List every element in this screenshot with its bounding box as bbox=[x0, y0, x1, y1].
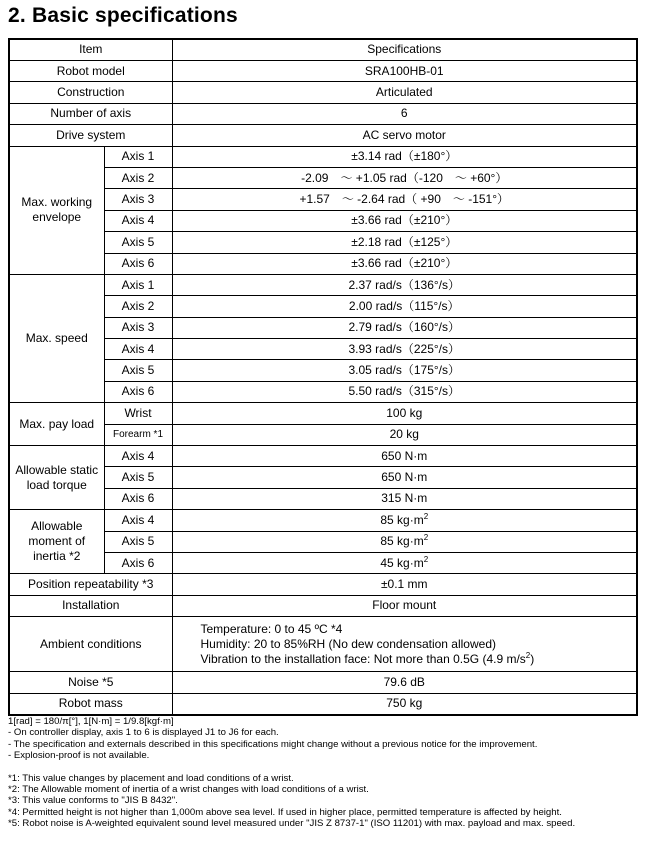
group-label-inertia: Allowable moment of inertia *2 bbox=[9, 510, 104, 574]
table-row bbox=[9, 595, 637, 616]
spacer bbox=[8, 762, 658, 773]
axis-label: Axis 5 bbox=[104, 360, 172, 381]
table-row bbox=[9, 253, 637, 274]
group-label-static-torque: Allowable static load torque bbox=[9, 446, 104, 510]
row-label: Number of axis bbox=[9, 103, 172, 124]
table-row bbox=[9, 574, 637, 595]
unit-superscript: 2 bbox=[423, 533, 429, 543]
ambient-vibration-close: ) bbox=[530, 651, 535, 666]
row-label: Ambient conditions bbox=[9, 617, 172, 672]
table-row bbox=[9, 103, 637, 124]
note-line: 1[rad] = 180/π[°], 1[N·m] = 1/9.8[kgf·m] bbox=[8, 716, 174, 727]
axis-value bbox=[172, 531, 637, 552]
table-row bbox=[9, 446, 637, 467]
note-line: - On controller display, axis 1 to 6 is displayed J1 to J6 for each. bbox=[8, 727, 279, 739]
inertia-value: 45 kg·m bbox=[380, 555, 424, 570]
inertia-value: 85 kg·m bbox=[380, 534, 424, 549]
header-specifications: Specifications bbox=[172, 39, 637, 61]
table-row bbox=[9, 531, 637, 552]
table-row bbox=[9, 467, 637, 488]
axis-label: Axis 4 bbox=[104, 446, 172, 467]
note-line: - The specification and externals described in this specifications might change without a previous notice for the improvement. bbox=[8, 738, 538, 750]
notes-section bbox=[8, 716, 658, 830]
axis-value: 650 N·m bbox=[172, 467, 637, 488]
axis-value: 2.37 rad/s（136°/s） bbox=[172, 274, 637, 295]
table-row bbox=[9, 61, 637, 82]
footnote-line: *1: This value changes by placement and load conditions of a wrist. bbox=[8, 772, 294, 784]
table-row bbox=[9, 552, 637, 573]
table-row bbox=[9, 617, 637, 672]
table-row bbox=[9, 167, 637, 188]
ambient-humidity: Humidity: 20 to 85%RH (No dew condensation allowed) bbox=[200, 636, 496, 651]
axis-value: 2.00 rad/s（115°/s） bbox=[172, 296, 637, 317]
table-row bbox=[9, 189, 637, 210]
footnote-line: *3: This value conforms to "JIS B 8432". bbox=[8, 795, 178, 807]
table-row bbox=[9, 274, 637, 295]
page-title: 2. Basic specifications bbox=[8, 4, 238, 27]
row-value: AC servo motor bbox=[172, 125, 637, 146]
axis-value: 3.93 rad/s（225°/s） bbox=[172, 339, 637, 360]
ambient-vibration-line bbox=[201, 652, 633, 667]
row-value: Floor mount bbox=[172, 595, 637, 616]
row-label: Robot mass bbox=[9, 693, 172, 715]
group-label-max-speed: Max. speed bbox=[9, 274, 104, 402]
table-row bbox=[9, 360, 637, 381]
axis-value bbox=[172, 510, 637, 531]
table-row bbox=[9, 82, 637, 103]
row-label: Robot model bbox=[9, 61, 172, 82]
footnote-line: *4: Permitted height is not higher than 1,000m above sea level. If used in higher place, permitted temperature is affected by height. bbox=[8, 806, 562, 818]
ambient-vibration: Vibration to the installation face: Not more than 0.5G (4.9 m/s bbox=[200, 651, 526, 666]
axis-value: -2.09 ～ +1.05 rad（-120 ～ +60°） bbox=[172, 167, 637, 188]
table-row bbox=[9, 693, 637, 715]
table-row bbox=[9, 424, 637, 445]
axis-label: Axis 5 bbox=[104, 531, 172, 552]
row-label: Noise *5 bbox=[9, 672, 172, 693]
table-row bbox=[9, 672, 637, 693]
axis-value: 2.79 rad/s（160°/s） bbox=[172, 317, 637, 338]
axis-label: Axis 2 bbox=[104, 296, 172, 317]
axis-label: Axis 1 bbox=[104, 274, 172, 295]
spec-table bbox=[8, 38, 638, 716]
group-label-pay-load: Max. pay load bbox=[9, 403, 104, 446]
axis-value: 3.05 rad/s（175°/s） bbox=[172, 360, 637, 381]
table-row bbox=[9, 146, 637, 167]
row-value: 750 kg bbox=[172, 693, 637, 715]
note-line: - Explosion-proof is not available. bbox=[8, 750, 150, 762]
table-row bbox=[9, 296, 637, 317]
row-label: Installation bbox=[9, 595, 172, 616]
unit-superscript: 2 bbox=[423, 554, 429, 564]
table-row bbox=[9, 488, 637, 509]
axis-label: Axis 4 bbox=[104, 210, 172, 231]
table-row bbox=[9, 317, 637, 338]
ambient-conditions-value bbox=[172, 617, 637, 672]
table-row bbox=[9, 232, 637, 253]
axis-value: 100 kg bbox=[172, 403, 637, 424]
row-value: 79.6 dB bbox=[172, 672, 637, 693]
table-row bbox=[9, 381, 637, 402]
axis-value: 315 N·m bbox=[172, 488, 637, 509]
axis-label: Axis 5 bbox=[104, 232, 172, 253]
row-value: SRA100HB-01 bbox=[172, 61, 637, 82]
axis-label: Axis 6 bbox=[104, 488, 172, 509]
table-row bbox=[9, 510, 637, 531]
axis-label: Axis 2 bbox=[104, 167, 172, 188]
inertia-value: 85 kg·m bbox=[380, 512, 424, 527]
axis-value: ±3.66 rad（±210°） bbox=[172, 253, 637, 274]
axis-value: 650 N·m bbox=[172, 446, 637, 467]
row-value: ±0.1 mm bbox=[172, 574, 637, 595]
axis-label: Wrist bbox=[104, 403, 172, 424]
axis-value: 5.50 rad/s（315°/s） bbox=[172, 381, 637, 402]
row-label: Position repeatability *3 bbox=[9, 574, 172, 595]
unit-superscript: 2 bbox=[423, 511, 429, 521]
axis-value: +1.57 ～ -2.64 rad（ +90 ～ -151°） bbox=[172, 189, 637, 210]
group-label-working-envelope: Max. working envelope bbox=[9, 146, 104, 274]
table-header-row bbox=[9, 39, 637, 61]
axis-label: Axis 3 bbox=[104, 317, 172, 338]
axis-label: Axis 3 bbox=[104, 189, 172, 210]
footnote-line: *2: The Allowable moment of inertia of a wrist changes with load conditions of a wrist. bbox=[8, 784, 369, 796]
footnote-line: *5: Robot noise is A-weighted equivalent sound level measured under "JIS Z 8737-1" (ISO 11201) with max. payload and max. speed. bbox=[8, 818, 576, 830]
table-row bbox=[9, 210, 637, 231]
axis-label: Axis 6 bbox=[104, 381, 172, 402]
axis-label: Axis 4 bbox=[104, 339, 172, 360]
axis-label: Axis 1 bbox=[104, 146, 172, 167]
axis-value: ±3.66 rad（±210°） bbox=[172, 210, 637, 231]
ambient-temperature: Temperature: 0 to 45 ºC *4 bbox=[200, 621, 343, 636]
axis-value: ±3.14 rad（±180°） bbox=[172, 146, 637, 167]
axis-label: Axis 6 bbox=[104, 253, 172, 274]
axis-value: ±2.18 rad（±125°） bbox=[172, 232, 637, 253]
row-value: Articulated bbox=[172, 82, 637, 103]
axis-label: Axis 6 bbox=[104, 552, 172, 573]
row-label: Construction bbox=[9, 82, 172, 103]
header-item: Item bbox=[9, 39, 172, 61]
axis-label: Axis 4 bbox=[104, 510, 172, 531]
axis-label: Forearm *1 bbox=[104, 424, 172, 445]
axis-label: Axis 5 bbox=[104, 467, 172, 488]
unit-superscript: 2 bbox=[525, 650, 531, 660]
axis-value: 20 kg bbox=[172, 424, 637, 445]
table-row bbox=[9, 339, 637, 360]
table-row bbox=[9, 125, 637, 146]
table-row bbox=[9, 403, 637, 424]
row-value: 6 bbox=[172, 103, 637, 124]
row-label: Drive system bbox=[9, 125, 172, 146]
axis-value bbox=[172, 552, 637, 573]
